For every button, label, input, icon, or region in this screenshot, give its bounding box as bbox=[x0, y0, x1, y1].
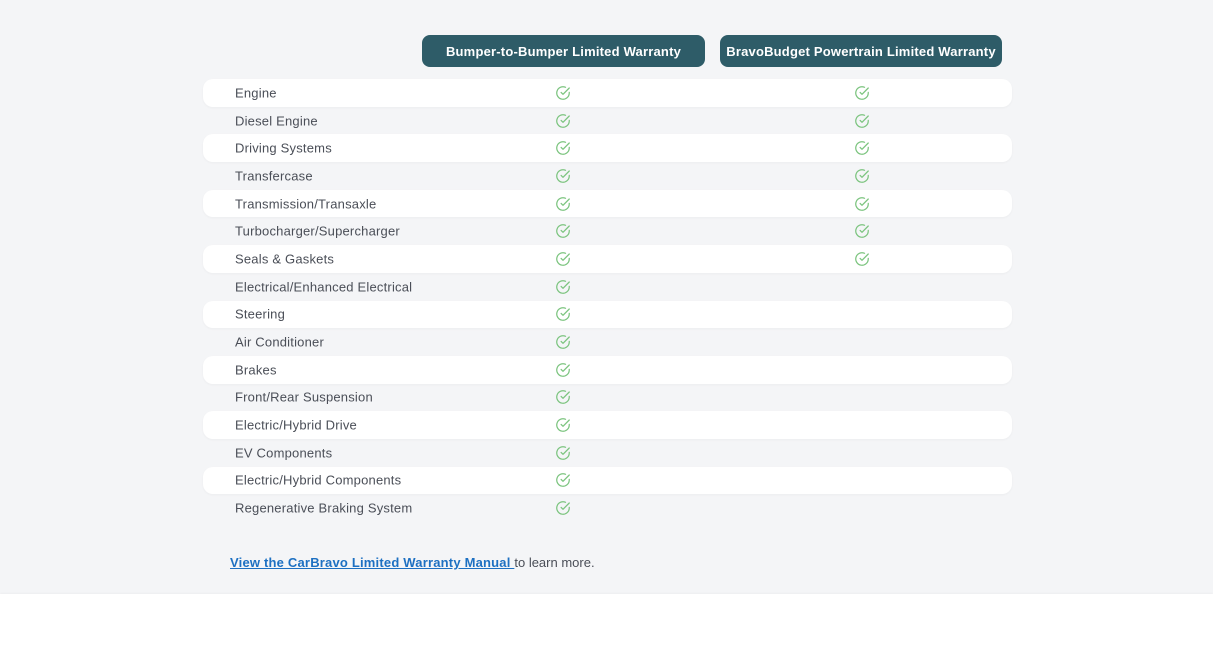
component-label: Electric/Hybrid Components bbox=[235, 472, 402, 488]
table-row bbox=[203, 328, 1012, 356]
check-icon bbox=[556, 418, 571, 433]
check-icon bbox=[855, 85, 870, 100]
table-row bbox=[203, 79, 1012, 107]
check-icon bbox=[556, 501, 571, 516]
component-label: Diesel Engine bbox=[235, 113, 318, 129]
component-label: Transmission/Transaxle bbox=[235, 196, 377, 212]
check-icon bbox=[556, 224, 571, 239]
check-icon bbox=[855, 141, 870, 156]
component-label: Transfercase bbox=[235, 168, 313, 184]
component-label: Electrical/Enhanced Electrical bbox=[235, 279, 413, 295]
bumper-to-bumper-warranty-header-button[interactable]: Bumper-to-Bumper Limited Warranty bbox=[422, 35, 705, 67]
table-row bbox=[203, 356, 1012, 384]
table-row bbox=[203, 190, 1012, 218]
empty-coverage-cell bbox=[855, 362, 870, 377]
component-label: Regenerative Braking System bbox=[235, 500, 413, 516]
empty-coverage-cell bbox=[855, 445, 870, 460]
component-label: Engine bbox=[235, 85, 277, 101]
empty-coverage-cell bbox=[855, 501, 870, 516]
component-label: Steering bbox=[235, 306, 286, 322]
component-label: Driving Systems bbox=[235, 140, 332, 156]
empty-coverage-cell bbox=[855, 307, 870, 322]
table-row bbox=[203, 467, 1012, 495]
table-row bbox=[203, 245, 1012, 273]
check-icon bbox=[556, 335, 571, 350]
table-row bbox=[203, 301, 1012, 329]
check-icon bbox=[855, 196, 870, 211]
powertrain-warranty-header-button[interactable]: BravoBudget Powertrain Limited Warranty bbox=[720, 35, 1002, 67]
table-row bbox=[203, 273, 1012, 301]
table-row bbox=[203, 217, 1012, 245]
component-label: Seals & Gaskets bbox=[235, 251, 335, 267]
table-row bbox=[203, 439, 1012, 467]
check-icon bbox=[556, 168, 571, 183]
check-icon bbox=[556, 251, 571, 266]
check-icon bbox=[556, 473, 571, 488]
check-icon bbox=[556, 307, 571, 322]
check-icon bbox=[556, 279, 571, 294]
warranty-manual-note bbox=[230, 555, 595, 570]
check-icon bbox=[855, 224, 870, 239]
check-icon bbox=[556, 390, 571, 405]
check-icon bbox=[855, 113, 870, 128]
component-label: Electric/Hybrid Drive bbox=[235, 417, 357, 433]
empty-coverage-cell bbox=[855, 473, 870, 488]
check-icon bbox=[855, 168, 870, 183]
empty-coverage-cell bbox=[855, 418, 870, 433]
check-icon bbox=[556, 85, 571, 100]
empty-coverage-cell bbox=[855, 279, 870, 294]
component-label: Air Conditioner bbox=[235, 334, 324, 350]
learn-more-text: to learn more. bbox=[514, 555, 595, 570]
check-icon bbox=[556, 362, 571, 377]
bottom-white-strip bbox=[0, 594, 1213, 648]
table-row bbox=[203, 384, 1012, 412]
component-label: Turbocharger/Supercharger bbox=[235, 223, 400, 239]
component-label: Brakes bbox=[235, 362, 277, 378]
warranty-manual-link[interactable]: View the CarBravo Limited Warranty Manual bbox=[230, 555, 515, 570]
check-icon bbox=[556, 113, 571, 128]
check-icon bbox=[556, 141, 571, 156]
empty-coverage-cell bbox=[855, 335, 870, 350]
table-row bbox=[203, 107, 1012, 135]
warranty-coverage-table bbox=[203, 79, 1012, 522]
table-row bbox=[203, 411, 1012, 439]
table-row bbox=[203, 494, 1012, 522]
check-icon bbox=[855, 251, 870, 266]
check-icon bbox=[556, 445, 571, 460]
empty-coverage-cell bbox=[855, 390, 870, 405]
check-icon bbox=[556, 196, 571, 211]
table-row bbox=[203, 134, 1012, 162]
table-row bbox=[203, 162, 1012, 190]
component-label: Front/Rear Suspension bbox=[235, 389, 373, 405]
component-label: EV Components bbox=[235, 445, 333, 461]
